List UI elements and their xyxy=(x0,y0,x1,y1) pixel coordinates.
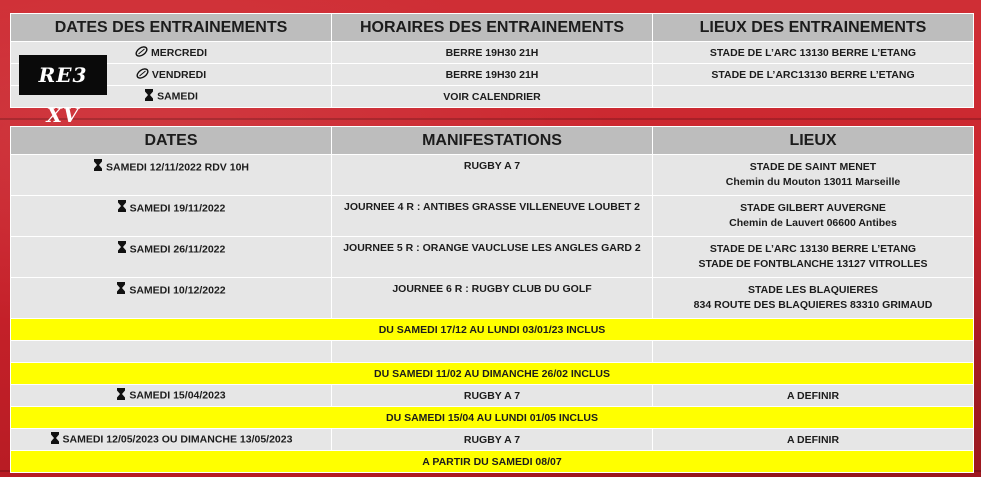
table-row xyxy=(11,385,974,407)
trophy-icon xyxy=(144,89,154,104)
event-place-line1: STADE DE L’ARC 13130 BERRE L’ETANG xyxy=(709,243,917,255)
table-row xyxy=(11,429,974,451)
event-date-cell xyxy=(11,196,332,237)
trophy-icon xyxy=(50,432,60,447)
header-training-dates: DATES DES ENTRAINEMENTS xyxy=(11,14,332,42)
trophy-icon xyxy=(117,200,127,217)
table-row xyxy=(11,155,974,196)
training-day: VENDREDI xyxy=(151,68,207,81)
trophy-icon xyxy=(116,282,126,299)
event-date: SAMEDI 19/11/2022 xyxy=(129,202,226,215)
event-place-line2: Chemin du Mouton 13011 Marseille xyxy=(725,176,901,188)
header-training-places: LIEUX DES ENTRAINEMENTS xyxy=(653,14,974,42)
holiday-label: A PARTIR DU SAMEDI 08/07 xyxy=(11,451,974,473)
event-place-cell xyxy=(653,155,974,196)
training-place: STADE DE L’ARC 13130 BERRE L’ETANG xyxy=(653,42,974,64)
event-place-line1: STADE LES BLAQUIERES xyxy=(748,284,878,296)
empty-row xyxy=(11,341,974,363)
event-date-cell xyxy=(11,429,332,451)
trophy-icon xyxy=(116,388,126,403)
event-name: JOURNEE 5 R : ORANGE VAUCLUSE LES ANGLES GARD 2 xyxy=(332,237,653,278)
header-dates: DATES xyxy=(11,127,332,155)
trophy-icon xyxy=(117,241,127,258)
table-header-row xyxy=(11,127,974,155)
holiday-row xyxy=(11,407,974,429)
event-place-line1: STADE GILBERT AUVERGNE xyxy=(740,202,886,214)
event-place-line2: Chemin de Lauvert 06600 Antibes xyxy=(729,217,897,229)
rugby-ball-icon xyxy=(136,67,149,83)
event-date: SAMEDI 12/05/2023 OU DIMANCHE 13/05/2023 xyxy=(62,433,293,446)
event-date-cell xyxy=(11,155,332,196)
event-date-cell xyxy=(11,278,332,319)
event-name: JOURNEE 6 R : RUGBY CLUB DU GOLF xyxy=(332,278,653,319)
event-place-cell xyxy=(653,278,974,319)
training-time: BERRE 19H30 21H xyxy=(332,42,653,64)
table-row xyxy=(11,196,974,237)
event-place: A DEFINIR xyxy=(653,429,974,451)
event-place-line2: 834 ROUTE DES BLAQUIERES 83310 GRIMAUD xyxy=(693,299,933,311)
event-date: SAMEDI 10/12/2022 xyxy=(129,284,226,297)
event-place-cell xyxy=(653,196,974,237)
event-place-line2: STADE DE FONTBLANCHE 13127 VITROLLES xyxy=(698,258,928,270)
event-place-cell xyxy=(653,237,974,278)
event-date-cell xyxy=(11,237,332,278)
empty-cell xyxy=(653,341,974,363)
table-header-row xyxy=(11,14,974,42)
training-day: SAMEDI xyxy=(157,90,198,103)
event-name: RUGBY A 7 xyxy=(332,155,653,196)
table-row xyxy=(11,64,974,86)
event-date: SAMEDI 15/04/2023 xyxy=(129,389,226,402)
empty-cell xyxy=(11,341,332,363)
training-place: STADE DE L’ARC13130 BERRE L’ETANG xyxy=(653,64,974,86)
training-time: VOIR CALENDRIER xyxy=(332,86,653,108)
header-places: LIEUX xyxy=(653,127,974,155)
event-date-cell xyxy=(11,385,332,407)
club-logo: RE3 XV xyxy=(19,55,107,95)
event-name: RUGBY A 7 xyxy=(332,429,653,451)
event-date: SAMEDI 12/11/2022 RDV 10H xyxy=(106,161,249,174)
table-row xyxy=(11,42,974,64)
training-place xyxy=(653,86,974,108)
table-row xyxy=(11,86,974,108)
table-row xyxy=(11,237,974,278)
empty-cell xyxy=(332,341,653,363)
training-schedule-table xyxy=(10,13,974,108)
holiday-row xyxy=(11,363,974,385)
event-name: RUGBY A 7 xyxy=(332,385,653,407)
event-name: JOURNEE 4 R : ANTIBES GRASSE VILLENEUVE LOUBET 2 xyxy=(332,196,653,237)
holiday-label: DU SAMEDI 11/02 AU DIMANCHE 26/02 INCLUS xyxy=(11,363,974,385)
holiday-label: DU SAMEDI 15/04 AU LUNDI 01/05 INCLUS xyxy=(11,407,974,429)
training-day: MERCREDI xyxy=(150,46,207,59)
events-calendar-table xyxy=(10,126,974,473)
holiday-row xyxy=(11,451,974,473)
holiday-row xyxy=(11,319,974,341)
event-place: A DEFINIR xyxy=(653,385,974,407)
rugby-ball-icon xyxy=(135,45,148,61)
event-place-line1: STADE DE SAINT MENET xyxy=(749,161,877,173)
header-training-hours: HORAIRES DES ENTRAINEMENTS xyxy=(332,14,653,42)
holiday-label: DU SAMEDI 17/12 AU LUNDI 03/01/23 INCLUS xyxy=(11,319,974,341)
event-date: SAMEDI 26/11/2022 xyxy=(129,243,226,256)
header-events: MANIFESTATIONS xyxy=(332,127,653,155)
table-row xyxy=(11,278,974,319)
training-time: BERRE 19H30 21H xyxy=(332,64,653,86)
trophy-icon xyxy=(93,159,103,176)
